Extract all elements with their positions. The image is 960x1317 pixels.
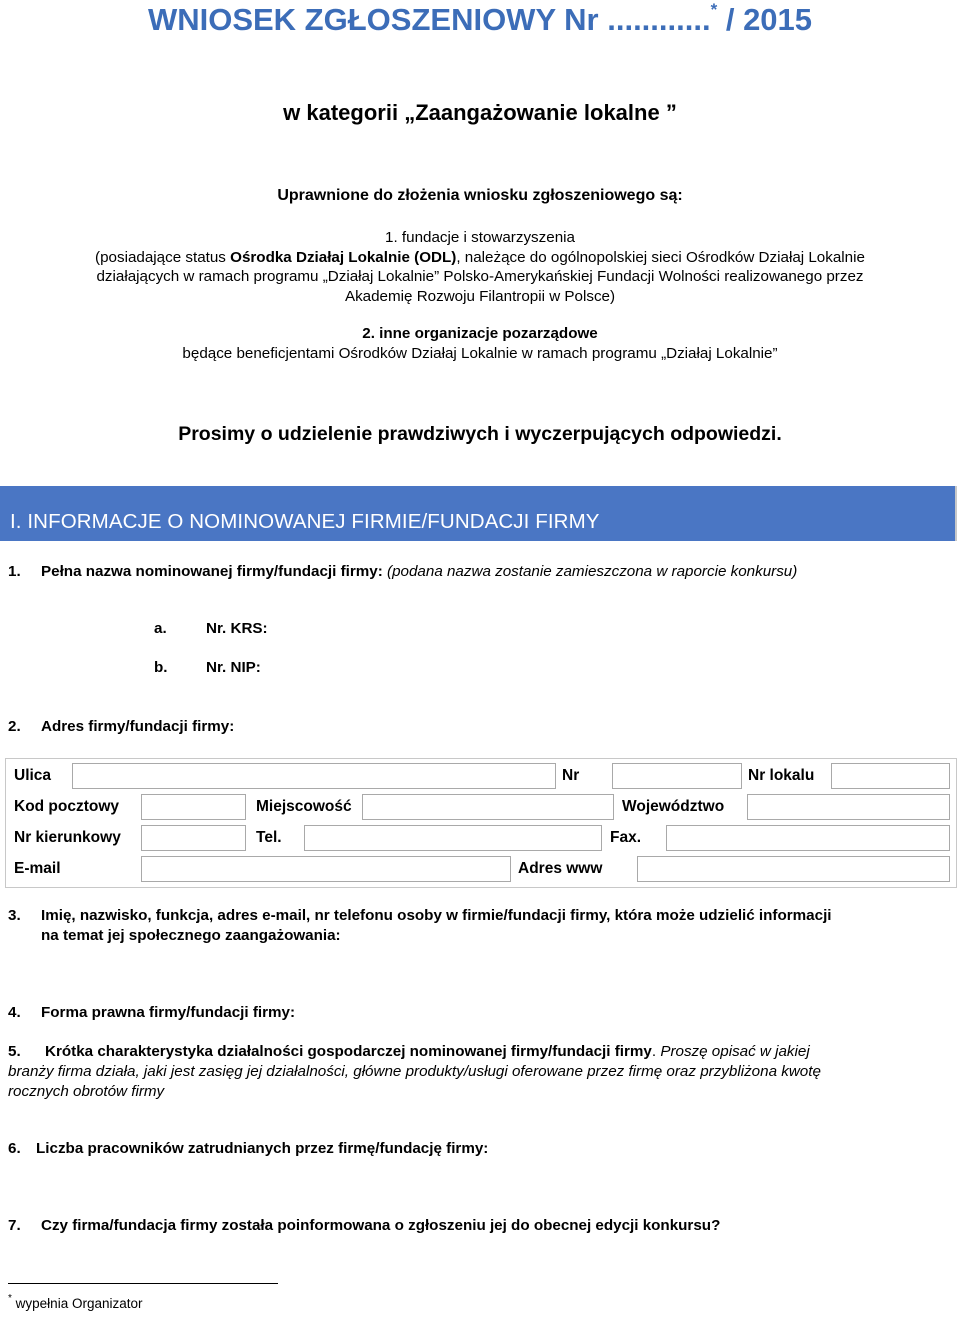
question-7 [8, 1216, 720, 1236]
question-1-hint: (podana nazwa zostanie zamieszczona w raporcie konkursu) [387, 563, 798, 580]
eligibility-item-1 [0, 228, 960, 306]
footnote [8, 1293, 143, 1311]
question-5-line1 [8, 1042, 938, 1062]
question-5 [8, 1042, 938, 1102]
question-5-text: Krótka charakterystyka działalności gospodarczej nominowanej firmy/fundacji firmy [45, 1043, 652, 1060]
eligibility-item-1-line1 [0, 248, 960, 268]
eligibility-item-2-title: 2. inne organizacje pozarządowe [362, 325, 598, 342]
email-input[interactable] [141, 856, 511, 882]
question-number: 7. [8, 1217, 21, 1234]
question-7-text: Czy firma/fundacja firmy została poinformowana o zgłoszeniu jej do obecnej edycji konkursu? [41, 1217, 721, 1234]
question-5-hint: Proszę opisać w jakiej [660, 1043, 810, 1060]
postal-code-label: Kod pocztowy [14, 798, 120, 815]
area-code-label: Nr kierunkowy [14, 829, 121, 846]
question-1-hint-open [387, 563, 797, 580]
street-label: Ulica [14, 767, 52, 784]
nip-row [154, 659, 261, 676]
category-heading: w kategorii „Zaangażowanie lokalne ” [283, 100, 677, 125]
question-5-hint-line3: rocznych obrotów firmy [8, 1083, 165, 1100]
fax-input[interactable] [666, 825, 950, 851]
question-3-text: Imię, nazwisko, funkcja, adres e-mail, nr telefonu osoby w firmie/fundacji firmy, która może udzielić informacji [41, 907, 832, 924]
nip-label: Nr. NIP: [206, 659, 261, 676]
eligibility-item-2-desc: będące beneficjentami Ośrodków Działaj Lokalnie w ramach programu „Działaj Lokalnie” [182, 344, 778, 362]
question-4 [8, 1003, 295, 1023]
phone-label: Tel. [256, 829, 282, 846]
question-1 [8, 562, 797, 582]
phone-input[interactable] [304, 825, 602, 851]
apartment-input[interactable] [831, 763, 950, 789]
eligibility-item-2 [0, 324, 960, 363]
krs-letter: a. [154, 620, 167, 637]
eligibility-text: (posiadające status [95, 248, 231, 266]
eligibility-intro: Uprawnione do złożenia wniosku zgłoszeniowego są: [277, 187, 683, 204]
eligibility-item-1-line3: Akademię Rozwoju Filantropii w Polsce) [344, 287, 616, 305]
postal-code-input[interactable] [141, 794, 246, 820]
footnote-text: wypełnia Organizator [15, 1296, 143, 1311]
website-label: Adres www [518, 860, 603, 877]
voivodeship-input[interactable] [747, 794, 950, 820]
nip-letter: b. [154, 659, 168, 676]
footnote-separator [8, 1283, 278, 1284]
question-1-text: Pełna nazwa nominowanej firmy/fundacji firmy: [41, 563, 383, 580]
question-2 [8, 717, 234, 737]
city-input[interactable] [362, 794, 614, 820]
footnote-mark: * [8, 1293, 12, 1304]
form-title-year: / 2015 [725, 2, 813, 37]
question-number: 4. [8, 1004, 21, 1021]
voivodeship-label: Województwo [622, 798, 725, 815]
form-title [0, 2, 960, 38]
address-form [5, 758, 957, 888]
footnote-mark: * [710, 0, 718, 19]
eligibility-item-1-title: 1. fundacje i stowarzyszenia [385, 229, 575, 246]
krs-row [154, 620, 268, 637]
fax-label: Fax. [610, 829, 642, 846]
street-input[interactable] [72, 763, 556, 789]
email-label: E-mail [14, 860, 61, 877]
eligibility-text: , należące do ogólnopolskiej sieci Ośrodków Działaj Lokalnie [456, 248, 865, 266]
question-4-text: Forma prawna firmy/fundacji firmy: [41, 1004, 296, 1021]
odl-status: Ośrodka Działaj Lokalnie (ODL) [230, 248, 457, 266]
question-3-line1 [8, 906, 953, 926]
question-number: 6. [8, 1140, 21, 1157]
number-input[interactable] [612, 763, 742, 789]
question-3 [8, 906, 953, 946]
question-2-text: Adres firmy/fundacji firmy: [41, 718, 235, 735]
apartment-label: Nr lokalu [748, 767, 815, 784]
please-answer-note: Prosimy o udzielenie prawdziwych i wyczerpujących odpowiedzi. [178, 423, 782, 445]
form-title-main: WNIOSEK ZGŁOSZENIOWY Nr ............ [147, 2, 711, 37]
section-title: I. INFORMACJE O NOMINOWANEJ FIRMIE/FUNDACJI FIRMY [10, 510, 600, 533]
question-number: 1. [8, 563, 21, 580]
number-label: Nr [562, 767, 580, 784]
question-number: 2. [8, 718, 21, 735]
question-5-hint-line2: branży firma działa, jaki jest zasięg jej działalności, główne produkty/usługi oferowane przez firmę oraz przybliżona kwotę [8, 1063, 821, 1080]
question-number: 3. [8, 907, 21, 924]
question-5-dot: . [651, 1043, 657, 1060]
krs-label: Nr. KRS: [206, 620, 268, 637]
area-code-input[interactable] [141, 825, 246, 851]
city-label: Miejscowość [256, 798, 352, 815]
eligibility-item-1-line2: działających w ramach programu „Działaj Lokalnie” Polsko-Amerykańskiej Fundacji Wolności realizowanego przez [96, 268, 864, 285]
question-6-text: Liczba pracowników zatrudnianych przez firmę/fundację firmy: [36, 1140, 489, 1157]
question-6 [8, 1139, 488, 1159]
question-number: 5. [8, 1043, 21, 1060]
question-3-line2: na temat jej społecznego zaangażowania: [41, 927, 341, 944]
website-input[interactable] [637, 856, 950, 882]
